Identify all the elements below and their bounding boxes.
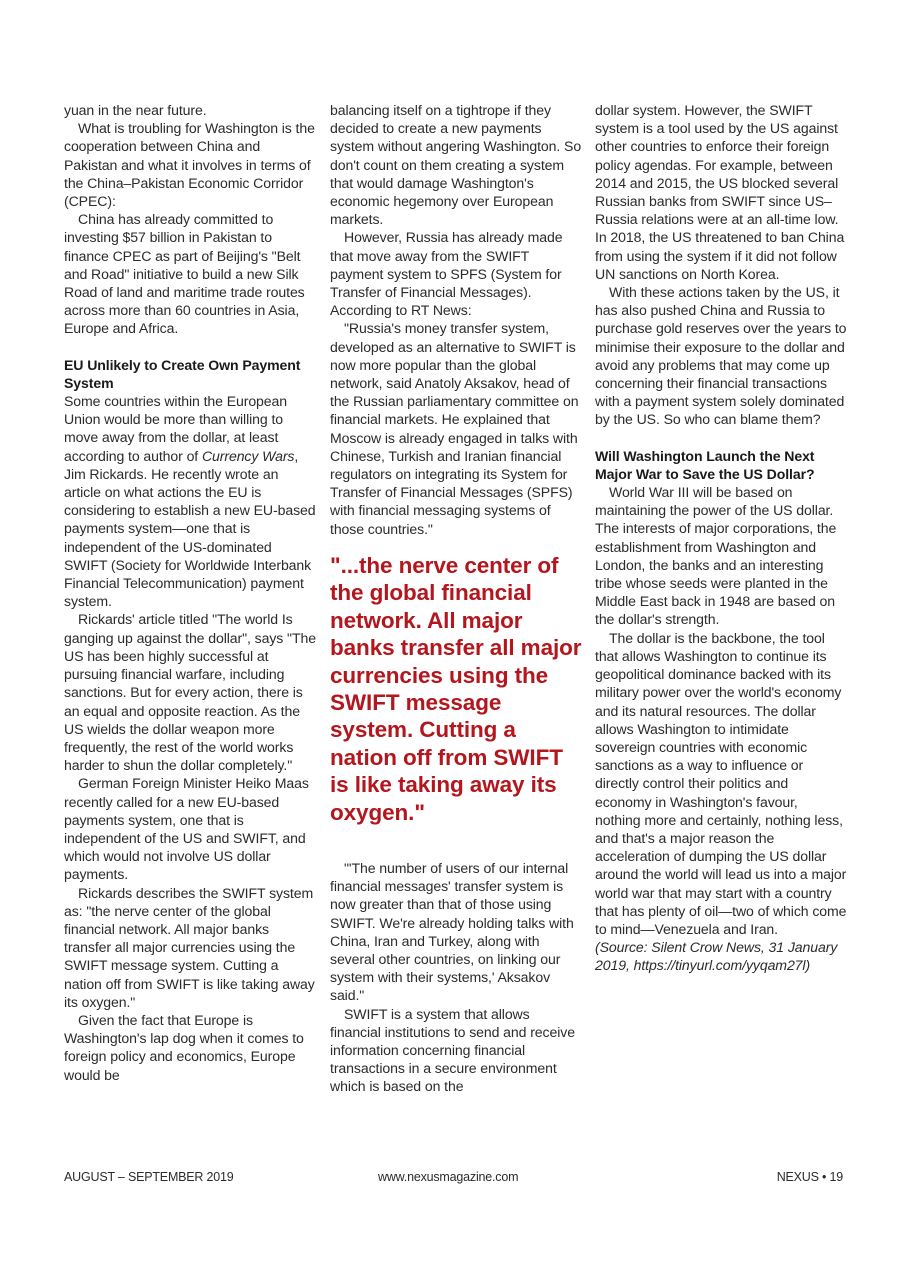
- pull-quote: "...the nerve center of the global financial network. All major banks transfer all major currencies using the SWIFT message system. Cutting a nation off from SWIFT is like taking away its oxygen.": [330, 552, 582, 825]
- book-title: Currency Wars: [201, 447, 295, 464]
- paragraph: The dollar is the backbone, the tool that allows Washington to continue its geopolitical dominance backed with its military power over the world's economy and its natural resources. The dollar allows Washington to intimidate sovereign countries with economic sanctions as a way to influence or directly control their politics and economy in Washington's favour, nothing more and certainly, nothing less, and that's a major reason the acceleration of dumping the US dollar around the world will lead us into a major world war that may start with a country that has plenty of oil—two of which come to mind—Venezuela and Iran.: [595, 629, 847, 937]
- text-run: , Jim Rickards. He recently wrote an article on what actions the EU is considering to establish a new EU-based payments system—one that is independent of the US-dominated SWIFT (Society for Worldwide Interbank Financial Telecommunication) payment system.: [64, 447, 316, 610]
- paragraph: balancing itself on a tightrope if they decided to create a new payments system without angering Washington. So don't count on them creating a system that would damage Washington's economic hegemony over European markets.: [330, 102, 582, 228]
- paragraph: Given the fact that Europe is Washington's lap dog when it comes to foreign policy and economics, Europe would be: [64, 1011, 304, 1083]
- paragraph: German Foreign Minister Heiko Maas recently called for a new EU-based payments system, one that is independent of the US and SWIFT, and which would not involve US dollar payments.: [64, 775, 309, 883]
- paragraph: China has already committed to investing $57 billion in Pakistan to finance CPEC as part of Beijing's "Belt and Road" initiative to build a new Silk Road of land and maritime trade routes across more than 60 countries in Asia, Europe and Africa.: [64, 211, 305, 337]
- paragraph: Rickards describes the SWIFT system as: "the nerve center of the global financial network. All major banks transfer all major currencies using the SWIFT message system. Cutting a nation off from SWIFT is like taking away its oxygen.": [64, 884, 315, 1010]
- section-heading-eu: EU Unlikely to Create Own Payment System: [64, 356, 301, 391]
- paragraph: "Russia's money transfer system, developed as an alternative to SWIFT is now more popular than the global network, said Anatoly Aksakov, head of the Russian parliamentary committee on financial markets. He explained that Moscow is already engaged in talks with Chinese, Turkish and Iranian financial regulators on integrating its System for Transfer of Financial Messages (SPFS) with financial messaging systems of those countries.": [330, 320, 579, 537]
- paragraph: What is troubling for Washington is the cooperation between China and Pakistan and what it involves in terms of the China–Pakistan Economic Corridor (CPEC):: [64, 120, 315, 210]
- footer-page-number: NEXUS • 19: [776, 1170, 843, 1184]
- article-column-2: [330, 101, 582, 1096]
- article-column-3: [595, 101, 847, 975]
- paragraph: With these actions taken by the US, it has also pushed China and Russia to purchase gold reserves over the years to minimise their exposure to the dollar and avoid any problems that may come up concerning their financial transactions with a payment system solely dominated by the US. So who can blame them?: [595, 284, 847, 428]
- paragraph: [64, 392, 316, 610]
- paragraph: SWIFT is a system that allows financial institutions to send and receive information concerning financial transactions in a secure environment which is based on the: [330, 1005, 575, 1095]
- text-run: Some countries within the European Union would be more than willing to move away from the dollar, at least according to author of: [64, 393, 288, 464]
- paragraph: "'The number of users of our internal financial messages' transfer system is now greater than that of those using SWIFT. We're already holding talks with China, Iran and Turkey, along with several other countries, on linking our system with their systems,' Aksakov said.": [330, 859, 574, 1004]
- footer-issue-date: AUGUST – SEPTEMBER 2019: [64, 1170, 234, 1184]
- paragraph: However, Russia has already made that move away from the SWIFT payment system to SPFS (System for Transfer of Financial Messages). According to RT News:: [330, 229, 563, 319]
- source-citation: (Source: Silent Crow News, 31 January 2019, https://tinyurl.com/yyqam27l): [595, 939, 838, 974]
- paragraph: yuan in the near future.: [64, 102, 207, 118]
- footer-website-link[interactable]: www.nexusmagazine.com: [378, 1170, 519, 1184]
- paragraph: dollar system. However, the SWIFT system is a tool used by the US against other countries to enforce their foreign policy agendas. For example, between 2014 and 2015, the US blocked several Russian banks from SWIFT since US–Russia relations were at an all-time low. In 2018, the US threatened to ban China from using the system if it did not follow UN sanctions on North Korea.: [595, 102, 845, 282]
- section-heading-war: Will Washington Launch the Next Major War to Save the US Dollar?: [595, 447, 815, 482]
- article-column-1: [64, 101, 316, 1084]
- paragraph: World War III will be based on maintaining the power of the US dollar. The interests of major corporations, the establishment from Washington and London, the banks and an interesting tribe whose seeds were planted in the Middle East back in 1948 are based on the dollar's strength.: [595, 484, 837, 628]
- paragraph: Rickards' article titled "The world Is ganging up against the dollar", says "The US has been highly successful at pursuing financial warfare, including sanctions. But for every action, there is an equal and opposite reaction. As the US wields the dollar weapon more frequently, the rest of the world works harder to shun the dollar completely.": [64, 611, 316, 774]
